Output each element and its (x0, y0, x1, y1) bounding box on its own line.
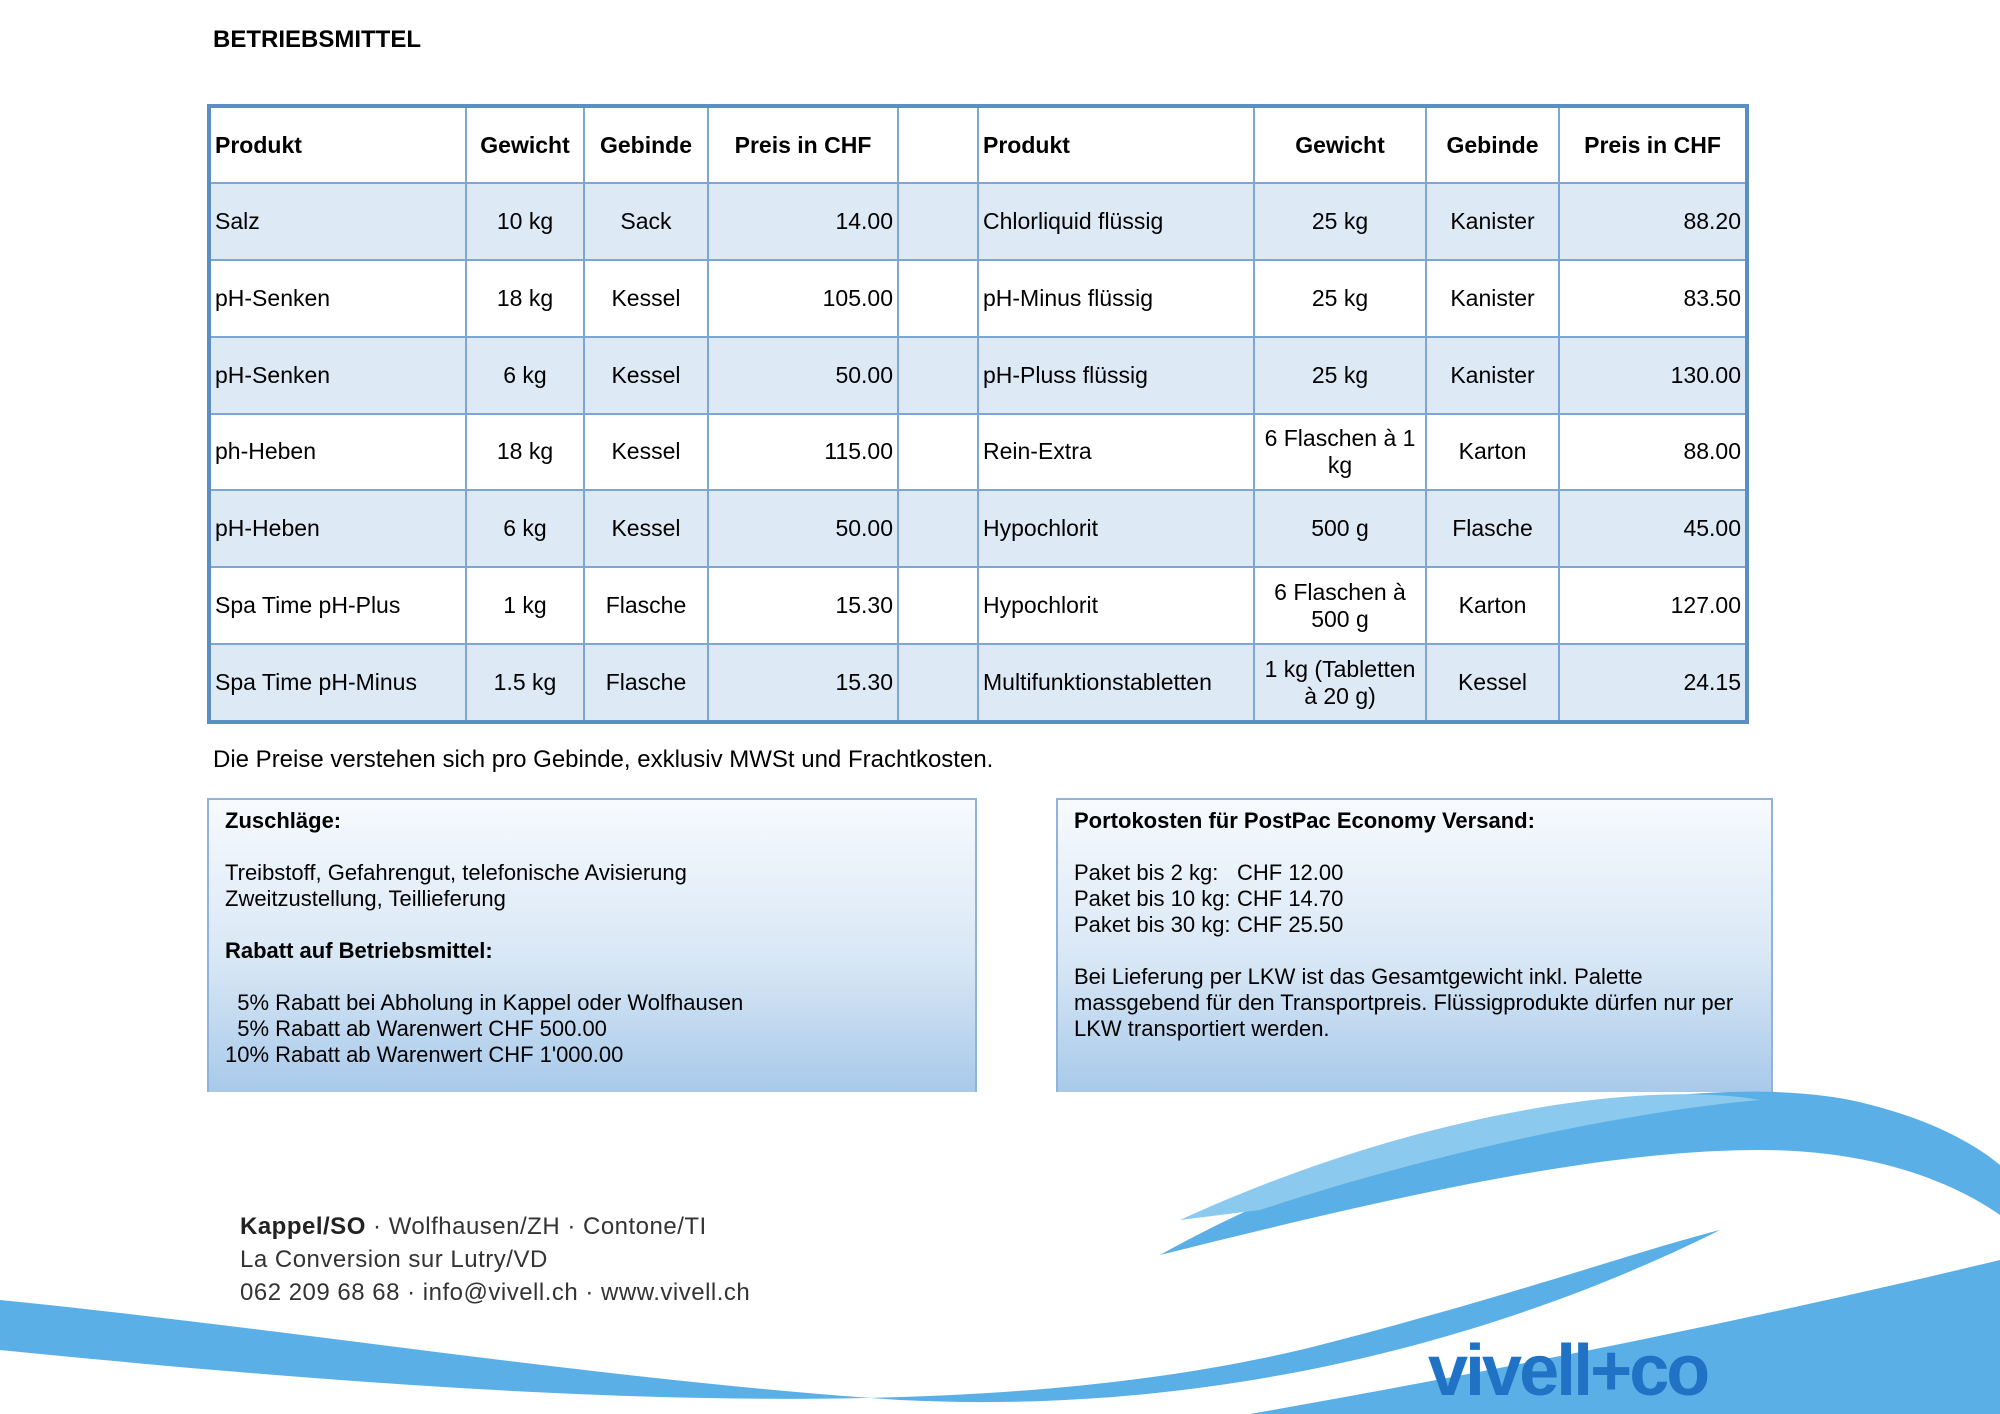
footer-location-main: Kappel/SO (240, 1213, 366, 1240)
price-note: Die Preise verstehen sich pro Gebinde, exklusiv MWSt und Frachtkosten. (213, 746, 994, 773)
cell-preis-2: 130.00 (1559, 337, 1747, 414)
header-preis: Preis in CHF (708, 106, 898, 183)
cell-gebinde-2: Kanister (1426, 337, 1559, 414)
page-title: BETRIEBSMITTEL (213, 26, 421, 53)
cell-produkt: pH-Heben (209, 490, 466, 567)
cell-gewicht: 10 kg (466, 183, 584, 260)
cell-gewicht-2: 500 g (1254, 490, 1426, 567)
discount-line: 10% Rabatt ab Warenwert CHF 1'000.00 (225, 1042, 624, 1067)
cell-gewicht-2: 6 Flaschen à 500 g (1254, 567, 1426, 644)
cell-produkt: Salz (209, 183, 466, 260)
discount-line: 5% Rabatt bei Abholung in Kappel oder Wolfhausen (225, 990, 744, 1015)
footer-line2: La Conversion sur Lutry/VD (240, 1246, 548, 1273)
header-produkt: Produkt (209, 106, 466, 183)
cell-gewicht: 18 kg (466, 414, 584, 491)
cell-gebinde-2: Karton (1426, 414, 1559, 491)
postage-text: Bei Lieferung per LKW ist das Gesamtgewicht inkl. Palette massgebend für den Transportpreis. Flüssigprodukte dürfen nur per LKW transportiert werden. (1074, 964, 1734, 1041)
cell-produkt: pH-Senken (209, 337, 466, 414)
cell-produkt: Spa Time pH-Minus (209, 644, 466, 722)
cell-produkt-2: pH-Pluss flüssig (978, 337, 1254, 414)
postage-rate-value: CHF 12.00 (1237, 860, 1344, 885)
cell-gebinde-2: Kessel (1426, 644, 1559, 722)
cell-preis-2: 45.00 (1559, 490, 1747, 567)
cell-gewicht: 1 kg (466, 567, 584, 644)
discount-line: 5% Rabatt ab Warenwert CHF 500.00 (225, 1016, 607, 1041)
cell-gebinde: Kessel (584, 260, 708, 337)
cell-produkt: Spa Time pH-Plus (209, 567, 466, 644)
header-gewicht-2: Gewicht (1254, 106, 1426, 183)
cell-gebinde-2: Kanister (1426, 183, 1559, 260)
cell-gebinde-2: Kanister (1426, 260, 1559, 337)
discount-title: Rabatt auf Betriebsmittel: (225, 938, 493, 963)
cell-produkt-2: Rein-Extra (978, 414, 1254, 491)
cell-gebinde: Kessel (584, 337, 708, 414)
vivell-logo: vivell+co (1428, 1331, 1708, 1411)
cell-gebinde-2: Karton (1426, 567, 1559, 644)
cell-preis-2: 88.20 (1559, 183, 1747, 260)
cell-preis-2: 88.00 (1559, 414, 1747, 491)
cell-gewicht-2: 25 kg (1254, 260, 1426, 337)
postage-rate-value: CHF 25.50 (1237, 912, 1344, 937)
postage-rate-label: Paket bis 10 kg: (1074, 886, 1231, 911)
header-gewicht: Gewicht (466, 106, 584, 183)
cell-preis: 50.00 (708, 490, 898, 567)
cell-preis: 15.30 (708, 644, 898, 722)
surcharge-line: Zweitzustellung, Teillieferung (225, 886, 506, 911)
footer-locations (240, 1210, 750, 1243)
cell-gewicht: 1.5 kg (466, 644, 584, 722)
cell-gewicht-2: 25 kg (1254, 337, 1426, 414)
cell-produkt-2: Chlorliquid flüssig (978, 183, 1254, 260)
postage-rate-label: Paket bis 30 kg: (1074, 912, 1231, 937)
cell-gebinde: Kessel (584, 414, 708, 491)
cell-gebinde: Sack (584, 183, 708, 260)
cell-preis-2: 127.00 (1559, 567, 1747, 644)
cell-gewicht: 6 kg (466, 490, 584, 567)
cell-gebinde: Flasche (584, 644, 708, 722)
cell-preis-2: 83.50 (1559, 260, 1747, 337)
postage-title: Portokosten für PostPac Economy Versand: (1074, 808, 1535, 833)
cell-gebinde: Flasche (584, 567, 708, 644)
cell-gewicht-2: 25 kg (1254, 183, 1426, 260)
cell-produkt-2: pH-Minus flüssig (978, 260, 1254, 337)
cell-produkt-2: Hypochlorit (978, 567, 1254, 644)
cell-produkt-2: Hypochlorit (978, 490, 1254, 567)
header-produkt-2: Produkt (978, 106, 1254, 183)
header-gebinde: Gebinde (584, 106, 708, 183)
surcharge-line: Treibstoff, Gefahrengut, telefonische Avisierung (225, 860, 687, 885)
footer-contact: 062 209 68 68 · info@vivell.ch · www.vivell.ch (240, 1279, 751, 1306)
cell-produkt: ph-Heben (209, 414, 466, 491)
postage-rate-value: CHF 14.70 (1237, 886, 1344, 911)
cell-preis: 105.00 (708, 260, 898, 337)
cell-preis: 115.00 (708, 414, 898, 491)
header-preis-2: Preis in CHF (1559, 106, 1747, 183)
cell-gebinde-2: Flasche (1426, 490, 1559, 567)
cell-gebinde: Kessel (584, 490, 708, 567)
footer-location-rest: · Wolfhausen/ZH · Contone/TI (365, 1213, 707, 1240)
cell-gewicht-2: 6 Flaschen à 1 kg (1254, 414, 1426, 491)
cell-preis: 50.00 (708, 337, 898, 414)
cell-preis: 14.00 (708, 183, 898, 260)
cell-gewicht: 18 kg (466, 260, 584, 337)
header-gebinde-2: Gebinde (1426, 106, 1559, 183)
footer-address (240, 1210, 750, 1309)
cell-gewicht: 6 kg (466, 337, 584, 414)
postage-rate-label: Paket bis 2 kg: (1074, 860, 1219, 885)
cell-produkt: pH-Senken (209, 260, 466, 337)
cell-preis-2: 24.15 (1559, 644, 1747, 722)
cell-preis: 15.30 (708, 567, 898, 644)
surcharges-title: Zuschläge: (225, 808, 342, 833)
cell-gewicht-2: 1 kg (Tabletten à 20 g) (1254, 644, 1426, 722)
cell-produkt-2: Multifunktionstabletten (978, 644, 1254, 722)
